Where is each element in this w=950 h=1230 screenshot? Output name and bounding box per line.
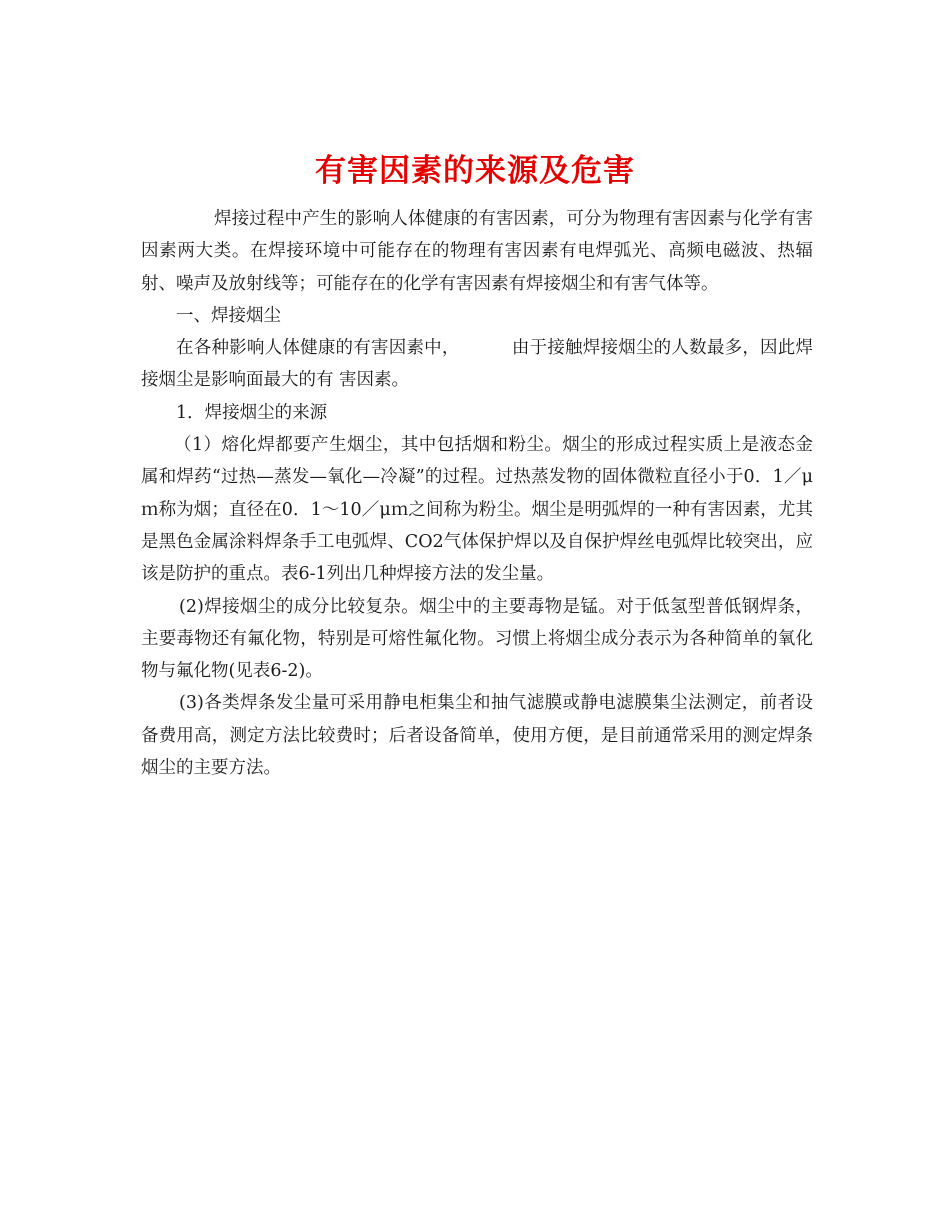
intro-paragraph: 焊接过程中产生的影响人体健康的有害因素，可分为物理有害因素与化学有害因素两大类。在焊接环境中可能存在的物理有害因素有电焊弧光、高频电磁波、热辐射、噪声及放射线等；可能存在的化学有害因素有焊接烟尘和有害气体等。: [141, 209, 813, 294]
section-1-text-a: 在各种影响人体健康的有害因素中，: [176, 338, 460, 359]
paragraph-3: (3)各类焊条发尘量可采用静电柜集尘和抽气滤膜或静电滤膜集尘法测定，前者设备费用高，测定方法比较费时；后者设备简单，使用方便，是目前通常采用的测定焊条烟尘的主要方法。: [141, 693, 813, 779]
subsection-1-heading: 1．焊接烟尘的来源: [176, 402, 328, 423]
section-1-text-b: 由于接触焊接烟尘的人数最多，因此焊接烟尘是影响面最大的有 害因素。: [141, 338, 814, 391]
paragraph-1: （1）熔化焊都要产生烟尘，其中包括烟和粉尘。烟尘的形成过程实质上是液态金属和焊药“过热—蒸发—氧化—冷凝”的过程。过热蒸发物的固体微粒直径小于0．1／μｍ称为烟；直径在0．1～10／μｍ之间称为粉尘。烟尘是明弧焊的一种有害因素，尤其是黑色金属涂料焊条手工电弧焊、CO2气体保护焊以及自保护焊丝电弧焊比较突出，应该是防护的重点。表6-1列出几种焊接方法的发尘量。: [141, 435, 813, 585]
document-body: [141, 203, 813, 784]
section-1-heading: 一、焊接烟尘: [176, 305, 281, 326]
paragraph-2: (2)焊接烟尘的成分比较复杂。烟尘中的主要毒物是锰。对于低氢型普低钢焊条，主要毒物还有氟化物，特别是可熔性氟化物。习惯上将烟尘成分表示为各种简单的氧化物与氟化物(见表6-2)。: [141, 596, 813, 682]
document-title: 有害因素的来源及危害: [315, 152, 635, 189]
section-1-paragraph: [141, 332, 813, 397]
